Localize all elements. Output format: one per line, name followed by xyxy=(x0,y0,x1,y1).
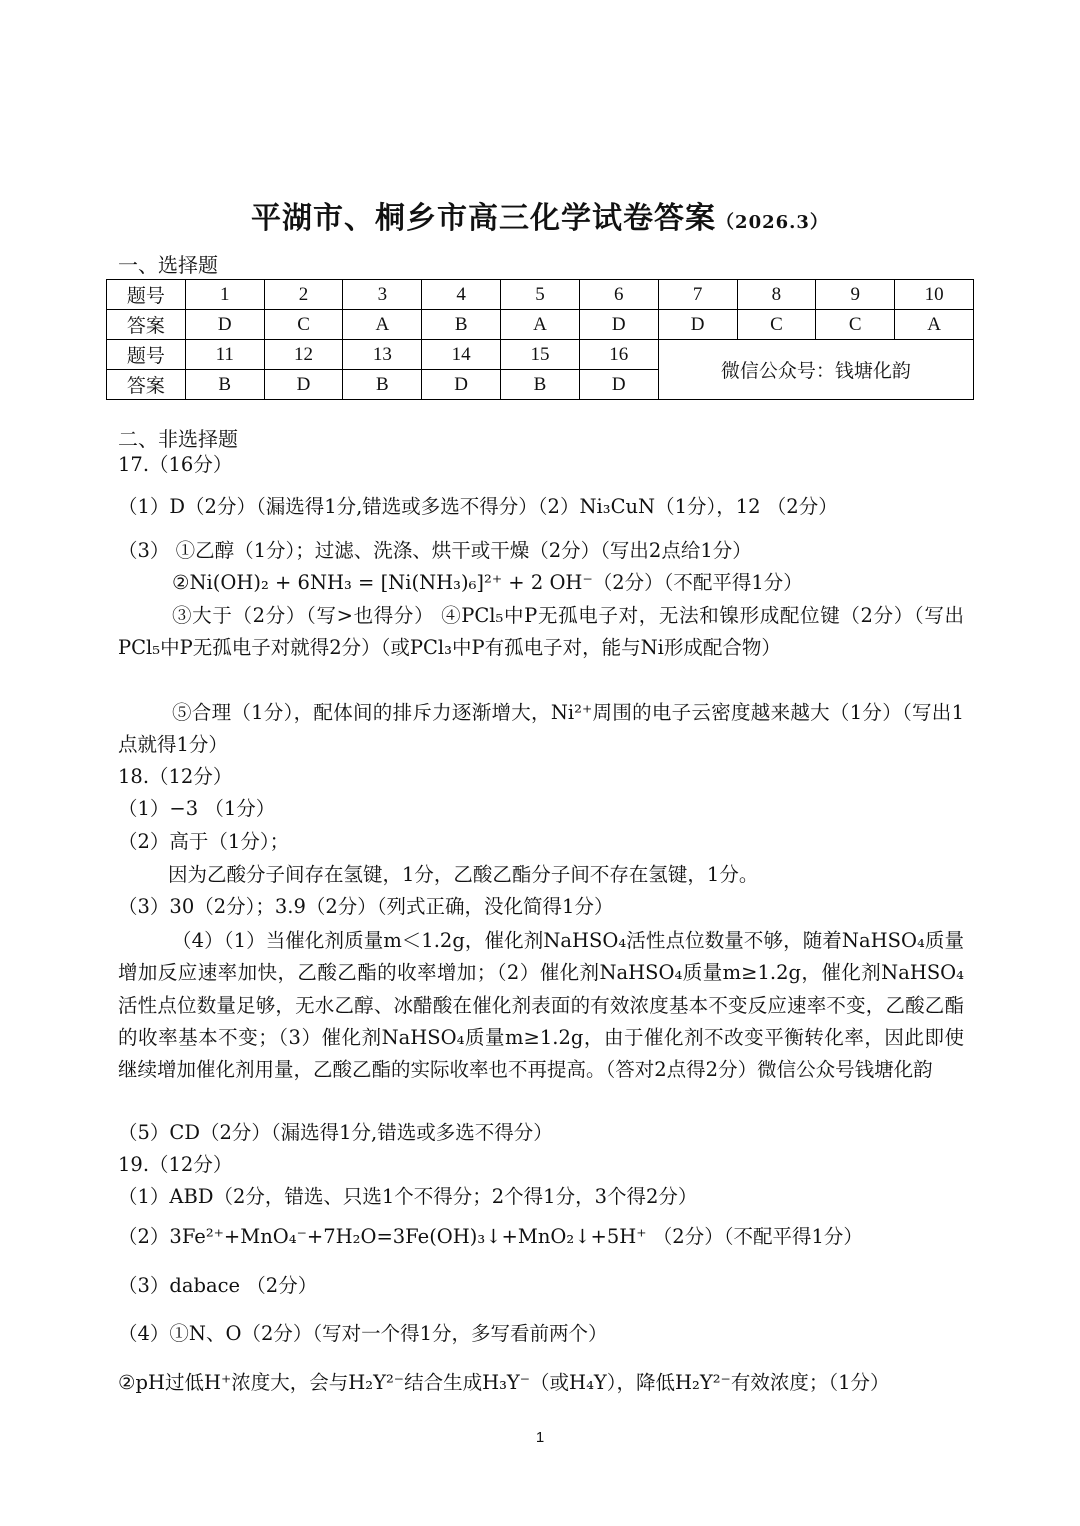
q17-line-3: ②Ni(OH)₂ + 6NH₃ = [Ni(NH₃)₆]²⁺ + 2 OH⁻（2分）（不配平得1分） xyxy=(172,571,803,594)
table-cell: 10 xyxy=(895,280,974,310)
table-note-cell: 微信公众号：钱塘化韵 xyxy=(658,340,973,400)
table-cell: D xyxy=(579,370,658,400)
q17-heading: 17.（16分） xyxy=(118,453,233,476)
q17-line-5: ⑤合理（1分），配体间的排斥力逐渐增大，Ni²⁺周围的电子云密度越来越大（1分）（写出1点就得1分） xyxy=(118,701,964,757)
table-cell: D xyxy=(264,370,343,400)
table-cell: 11 xyxy=(185,340,264,370)
q18-line-1: （1）−3 （1分） xyxy=(118,797,276,820)
title-date: （2026.3） xyxy=(716,212,829,233)
table-cell: 6 xyxy=(579,280,658,310)
q19-line-2: （2）3Fe²⁺+MnO₄⁻+7H₂O=3Fe(OH)₃↓+MnO₂↓+5H⁺ （2分）（不配平得1分） xyxy=(118,1225,863,1248)
table-cell: C xyxy=(264,310,343,340)
q19-line-1: （1）ABD（2分，错选、只选1个不得分；2个得1分，3个得2分） xyxy=(118,1185,698,1208)
table-cell: 1 xyxy=(185,280,264,310)
title-text: 平湖市、桐乡市高三化学试卷答案 xyxy=(251,201,717,236)
table-cell: B xyxy=(501,370,580,400)
table-cell: D xyxy=(422,370,501,400)
q17-line-2: （3） ①乙醇（1分）；过滤、洗涤、烘干或干燥（2分）（写出2点给1分） xyxy=(118,539,752,562)
table-cell: 8 xyxy=(737,280,816,310)
q19-line-3: （3）dabace （2分） xyxy=(118,1274,318,1297)
table-row xyxy=(107,280,974,310)
table-cell: B xyxy=(343,370,422,400)
table-header-cell: 答案 xyxy=(107,370,186,400)
table-cell: 16 xyxy=(579,340,658,370)
q18-line-3: 因为乙酸分子间存在氢键，1分，乙酸乙酯分子间不存在氢键，1分。 xyxy=(168,863,759,886)
table-cell: 13 xyxy=(343,340,422,370)
q18-line-5: （4）（1）当催化剂质量m＜1.2g，催化剂NaHSO₄活性点位数量不够，随着NaHSO₄质量增加反应速率加快，乙酸乙酯的收率增加；（2）催化剂NaHSO₄质量m≥1.2g，催化剂NaHSO₄活性点位数量足够，无水乙醇、冰醋酸在催化剂表面的有效浓度基本不变反应速率不变，乙酸乙酯的收率基本不变；（3）催化剂NaHSO₄质量m≥1.2g，由于催化剂不改变平衡转化率，因此即使继续增加催化剂用量，乙酸乙酯的实际收率也不再提高。（答对2点得2分）微信公众号钱塘化韵 xyxy=(118,929,964,1082)
page-title xyxy=(0,193,1080,237)
table-row xyxy=(107,310,974,340)
table-cell: A xyxy=(343,310,422,340)
table-cell: D xyxy=(185,310,264,340)
q19-heading: 19.（12分） xyxy=(118,1153,233,1176)
table-cell: 7 xyxy=(658,280,737,310)
table-cell: 2 xyxy=(264,280,343,310)
section-heading-nonchoice: 二、非选择题 xyxy=(118,427,238,451)
table-cell: 15 xyxy=(501,340,580,370)
table-cell: 4 xyxy=(422,280,501,310)
q18-line-4: （3）30（2分）；3.9（2分）（列式正确，没化简得1分） xyxy=(118,895,614,918)
q17-line-1: （1）D（2分）（漏选得1分,错选或多选不得分）（2）Ni₃CuN（1分），12 （2分） xyxy=(118,495,838,518)
table-cell: D xyxy=(658,310,737,340)
table-cell: 14 xyxy=(422,340,501,370)
answer-table xyxy=(106,279,974,400)
table-cell: 12 xyxy=(264,340,343,370)
q19-line-4: （4）①N、O（2分）（写对一个得1分，多写看前两个） xyxy=(118,1322,608,1345)
q17-line-4: ③大于（2分）（写>也得分） ④PCl₅中P无孤电子对，无法和镍形成配位键（2分）（写出PCl₅中P无孤电子对就得2分）（或PCl₃中P有孤电子对，能与Ni形成配合物） xyxy=(118,604,964,660)
q18-line-6: （5）CD（2分）（漏选得1分,错选或多选不得分） xyxy=(118,1121,553,1144)
table-cell: A xyxy=(895,310,974,340)
table-header-cell: 题号 xyxy=(107,340,186,370)
section-heading-choice: 一、选择题 xyxy=(118,253,218,277)
table-cell: 9 xyxy=(816,280,895,310)
table-header-cell: 题号 xyxy=(107,280,186,310)
q18-line-2: （2）高于（1分）； xyxy=(118,830,290,853)
table-cell: C xyxy=(737,310,816,340)
table-cell: D xyxy=(579,310,658,340)
table-row xyxy=(107,340,974,370)
q18-heading: 18.（12分） xyxy=(118,765,233,788)
table-header-cell: 答案 xyxy=(107,310,186,340)
table-cell: B xyxy=(185,370,264,400)
page-number: 1 xyxy=(535,1429,545,1446)
table-cell: C xyxy=(816,310,895,340)
q19-line-5: ②pH过低H⁺浓度大，会与H₂Y²⁻结合生成H₃Y⁻（或H₄Y），降低H₂Y²⁻有效浓度；（1分） xyxy=(118,1371,890,1394)
table-cell: 3 xyxy=(343,280,422,310)
table-cell: 5 xyxy=(501,280,580,310)
table-cell: A xyxy=(501,310,580,340)
table-cell: B xyxy=(422,310,501,340)
